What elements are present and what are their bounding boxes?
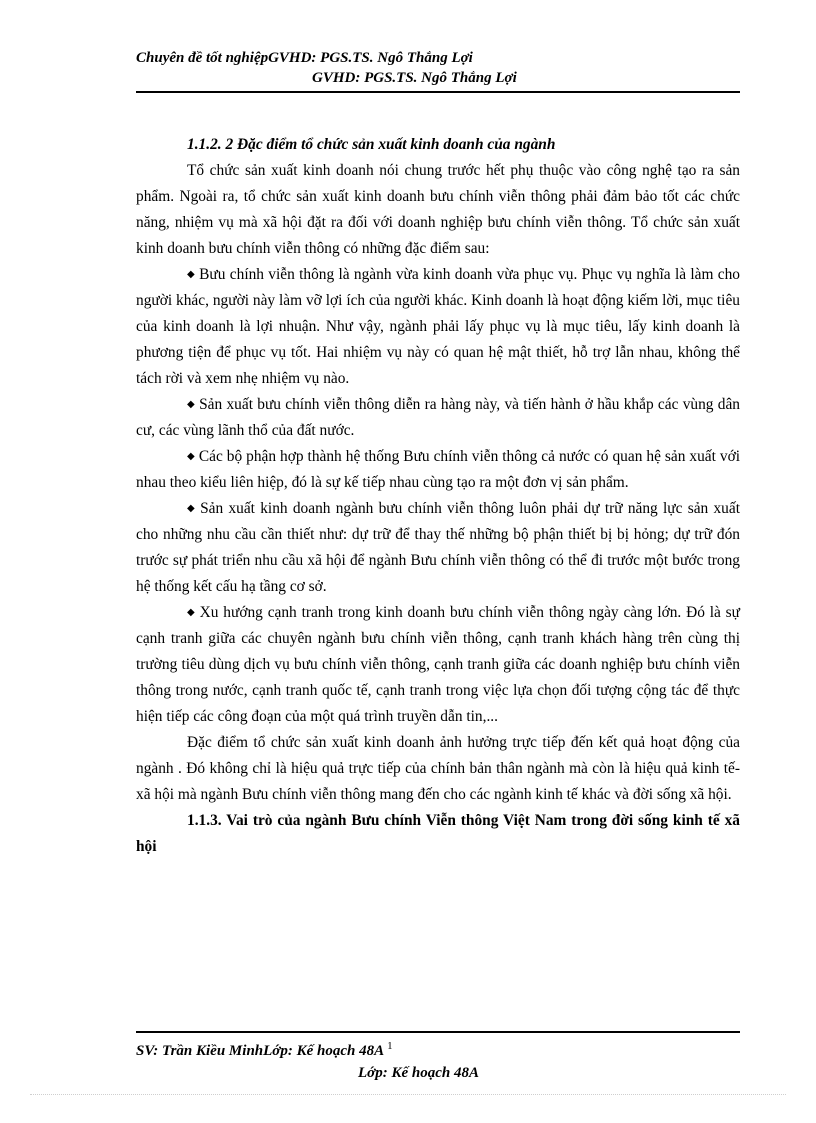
diamond-bullet-icon: ◆ (187, 607, 196, 618)
diamond-bullet-icon: ◆ (187, 451, 195, 462)
footer-student (136, 1035, 740, 1062)
bullet-item (136, 262, 740, 392)
next-section-heading: 1.1.3. Vai trò của ngành Bưu chính Viễn thông Việt Nam trong đời sống kinh tế xã hội (136, 812, 740, 855)
bullet-text: Các bộ phận hợp thành hệ thống Bưu chính viễn thông cả nước có quan hệ sản xuất với nhau theo kiểu liên hiệp, đó là sự kế tiếp nhau cùng tạo ra một đơn vị sản phẩm. (136, 448, 740, 491)
diamond-bullet-icon: ◆ (187, 503, 197, 514)
bullet-item (136, 496, 740, 600)
intro-paragraph: Tổ chức sản xuất kinh doanh nói chung trước hết phụ thuộc vào công nghệ tạo ra sản phẩm. Ngoài ra, tổ chức sản xuất kinh doanh bưu chính viễn thông phải đảm bảo tốt các chức năng, nhiệm vụ mà xã hội đặt ra đối với doanh nghiệp bưu chính viễn thông. Tổ chức sản xuất kinh doanh bưu chính viễn thông có những đặc điểm sau: (136, 162, 740, 257)
diamond-bullet-icon: ◆ (187, 399, 196, 410)
document-body (136, 132, 740, 860)
bullet-text: Bưu chính viễn thông là ngành vừa kinh doanh vừa phục vụ. Phục vụ nghĩa là làm cho người khác, người này làm vỡ lợi ích của người khác. Kinh doanh là hoạt động kiếm lời, mục tiêu của kinh doanh là lợi nhuận. Như vậy, ngành phải lấy phục vụ là mục tiêu, lấy kinh doanh là phương tiện để phục vụ tốt. Hai nhiệm vụ này có quan hệ mật thiết, hỗ trợ lẫn nhau, không thể tách rời và xem nhẹ nhiệm vụ nào. (136, 266, 740, 387)
bullet-item (136, 444, 740, 496)
bullet-item (136, 600, 740, 730)
bullet-item (136, 392, 740, 444)
footer-class: Lớp: Kế hoạch 48A (358, 1065, 479, 1081)
page-footer (136, 1035, 740, 1084)
header-advisor: GVHD: PGS.TS. Ngô Thắng Lợi (312, 70, 517, 86)
footer-rule (136, 1031, 740, 1033)
page-number: 1 (387, 1040, 393, 1052)
diamond-bullet-icon: ◆ (187, 269, 196, 280)
footer-student-text: SV: Trần Kiều MinhLớp: Kế hoạch 48A (136, 1043, 385, 1059)
header-title: Chuyên đề tốt nghiệpGVHD: PGS.TS. Ngô Thắng Lợi (136, 50, 473, 66)
header-rule (136, 91, 740, 93)
bullet-text: Xu hướng cạnh tranh trong kinh doanh bưu chính viễn thông ngày càng lớn. Đó là sự cạnh tranh giữa các chuyên ngành bưu chính viễn thông, cạnh tranh khách hàng trên cùng thị trường tiêu dùng dịch vụ bưu chính viễn thông, cạnh tranh giữa các doanh nghiệp bưu chính viễn thông trong nước, cạnh tranh quốc tế, cạnh tranh trong việc lựa chọn đối tượng cộng tác để thực hiện tiếp các công đoạn của một quá trình truyền dẫn tin,... (136, 604, 740, 725)
conclusion-paragraph: Đặc điểm tổ chức sản xuất kinh doanh ảnh hưởng trực tiếp đến kết quả hoạt động của ngành . Đó không chỉ là hiệu quả trực tiếp của chính bản thân ngành mà còn là hiệu quả kinh tế- xã hội mà ngành Bưu chính viễn thông mang đến cho các ngành kinh tế khác và đời sống xã hội. (136, 734, 740, 803)
bullet-text: Sản xuất kinh doanh ngành bưu chính viễn thông luôn phải dự trữ năng lực sản xuất cho những nhu cầu cần thiết như: dự trữ để thay thế những bộ phận thiết bị bị hỏng; dự trữ đón trước sự phát triển nhu cầu xã hội để ngành Bưu chính viễn thông có thể đi trước một bước trong hệ thống kết cấu hạ tầng cơ sở. (136, 500, 740, 595)
page-edge-divider (30, 1094, 786, 1095)
bullet-text: Sản xuất bưu chính viễn thông diễn ra hàng này, và tiến hành ở hầu khắp các vùng dân cư, các vùng lãnh thổ của đất nước. (136, 396, 740, 439)
page-header (136, 48, 740, 88)
section-title: 1.1.2. 2 Đặc điểm tổ chức sản xuất kinh doanh của ngành (187, 136, 556, 153)
